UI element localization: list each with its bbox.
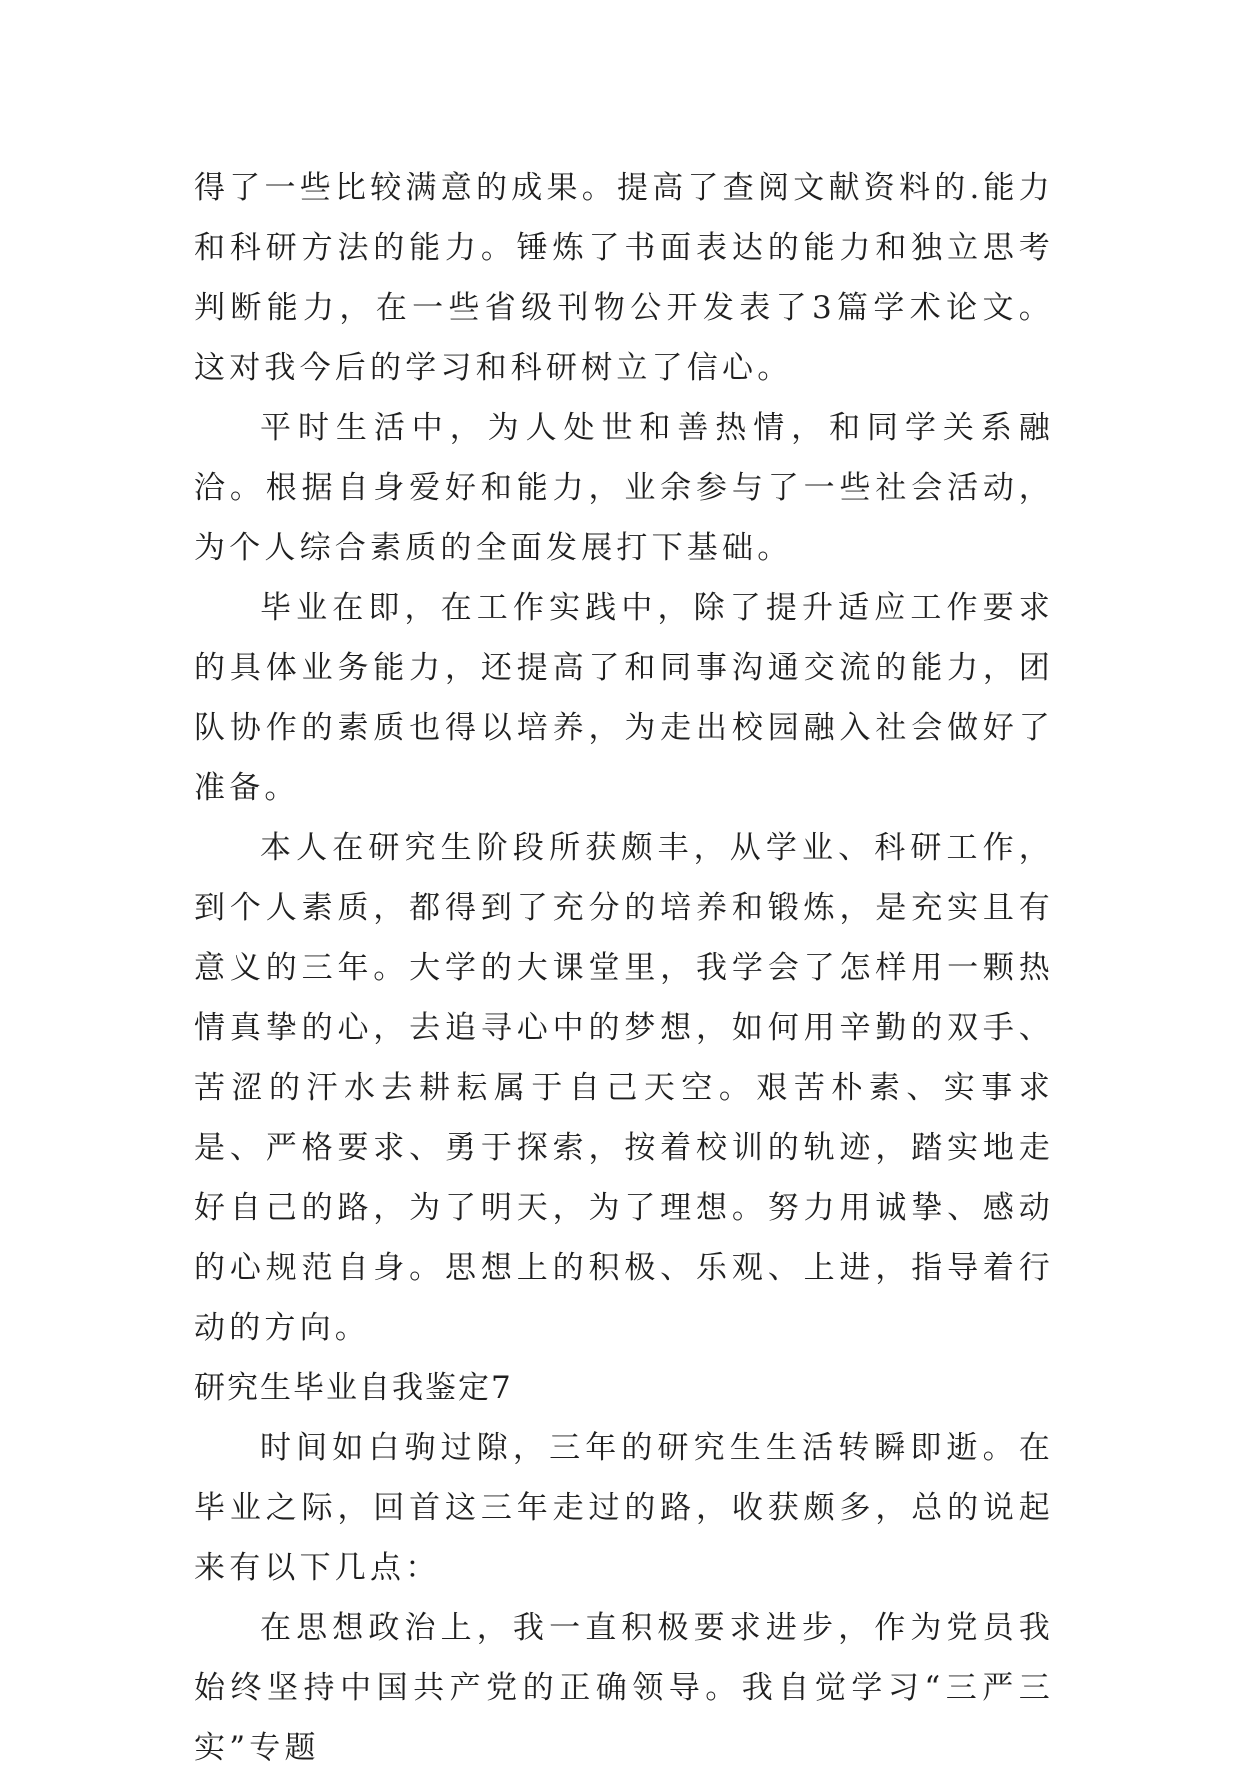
paragraph-2: 平时生活中，为人处世和善热情，和同学关系融洽。根据自身爱好和能力，业余参与了一些社会活动，为个人综合素质的全面发展打下基础。 <box>194 410 1054 566</box>
section-heading: 研究生毕业自我鉴定7 <box>194 1370 513 1406</box>
document-body <box>194 158 1054 1778</box>
paragraph-1: 得了一些比较满意的成果。提高了查阅文献资料的.能力和科研方法的能力。锤炼了书面表达的能力和独立思考判断能力，在一些省级刊物公开发表了3篇学术论文。这对我今后的学习和科研树立了信心。 <box>194 170 1054 386</box>
paragraph-4: 本人在研究生阶段所获颇丰，从学业、科研工作，到个人素质，都得到了充分的培养和锻炼，是充实且有意义的三年。大学的大课堂里，我学会了怎样用一颗热情真挚的心，去追寻心中的梦想，如何用辛勤的双手、苦涩的汗水去耕耘属于自己天空。艰苦朴素、实事求是、严格要求、勇于探索，按着校训的轨迹，踏实地走好自己的路，为了明天，为了理想。努力用诚挚、感动的心规范自身。思想上的积极、乐观、上进，指导着行动的方向。 <box>194 830 1054 1346</box>
section-paragraph-2: 在思想政治上，我一直积极要求进步，作为党员我始终坚持中国共产党的正确领导。我自觉学习“三严三实”专题 <box>194 1610 1054 1766</box>
paragraph-3: 毕业在即，在工作实践中，除了提升适应工作要求的具体业务能力，还提高了和同事沟通交流的能力，团队协作的素质也得以培养，为走出校园融入社会做好了准备。 <box>194 590 1054 806</box>
section-paragraph-1: 时间如白驹过隙，三年的研究生生活转瞬即逝。在毕业之际，回首这三年走过的路，收获颇多，总的说起来有以下几点： <box>194 1430 1054 1586</box>
